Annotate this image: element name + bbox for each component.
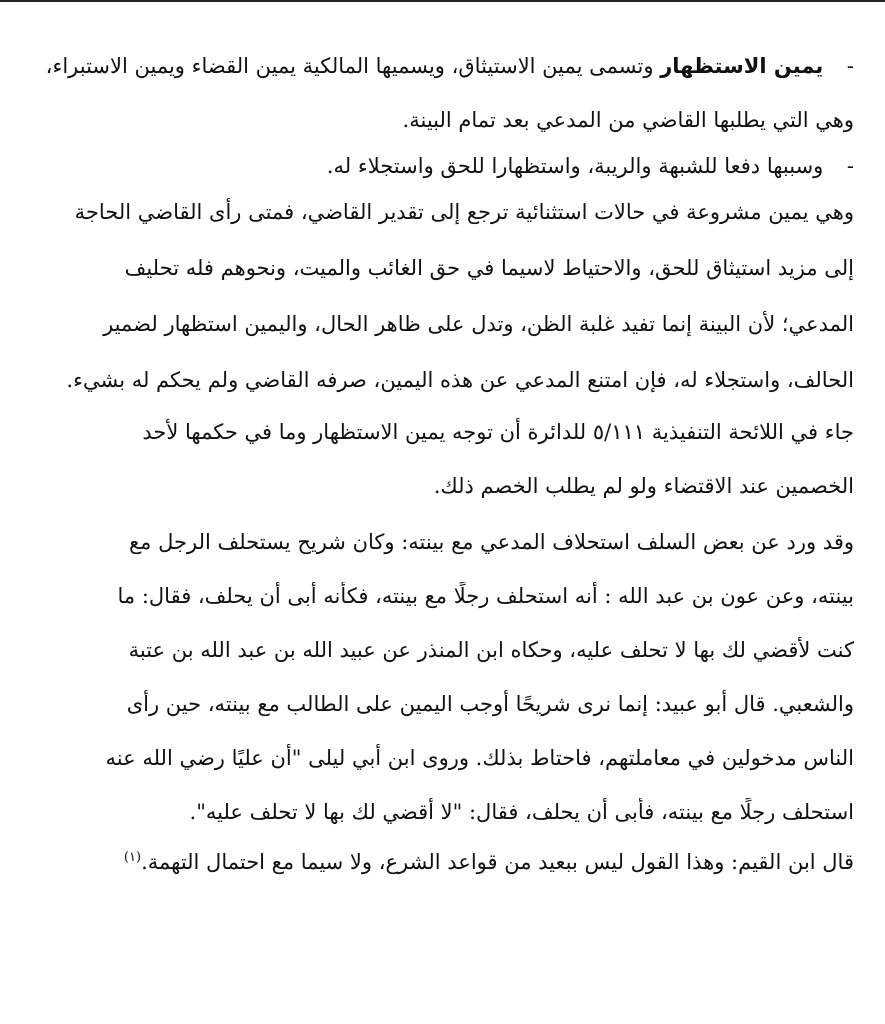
paragraph-3-line: والشعبي. قال أبو عبيد: إنما نرى شريحًا أوجب اليمين على الطالب مع بينته، حين رأى [126,692,854,716]
bullet-item-1-line-2: وهي التي يطلبها القاضي من المدعي بعد تمام البينة. [402,108,854,132]
bullet-dash: - [846,54,854,78]
paragraph-3-line: الناس مدخولين في معاملتهم، فاحتاط بذلك. وروى ابن أبي ليلى "أن عليًا رضي الله عنه [105,746,854,770]
top-border-line [0,0,885,2]
closing-quote-text: قال ابن القيم: وهذا القول ليس ببعيد من قواعد الشرع، ولا سيما مع احتمال التهمة. [141,850,854,874]
bullet-dash: - [846,154,854,178]
paragraph-1-line: الحالف، واستجلاء له، فإن امتنع المدعي عن هذه اليمين، صرفه القاضي ولم يحكم له بشيء. [66,368,854,392]
closing-quote-line [32,848,854,876]
document-page [32,52,854,876]
paragraph-1-line: المدعي؛ لأن البينة إنما تفيد غلبة الظن، وتدل على ظاهر الحال، واليمين استظهار لضمير [103,312,854,336]
bullet-item-1-line-1 [32,52,854,80]
paragraph-2-line: الخصمين عند الاقتضاء ولو لم يطلب الخصم ذلك. [433,474,854,498]
bullet-item-2-text: وسببها دفعا للشبهة والريبة، واستظهارا للحق واستجلاء له. [326,154,824,178]
bullet-item-2 [32,152,854,180]
paragraph-3-line: وقد ورد عن بعض السلف استحلاف المدعي مع بينته: وكان شريح يستحلف الرجل مع [129,530,854,554]
bold-term: يمين الاستظهار [660,54,824,78]
paragraph-3-line: بينته، وعن عون بن عبد الله : أنه استحلف رجلًا مع بينته، فكأنه أبى أن يحلف، فقال: ما [117,584,854,608]
footnote-reference: (١) [123,850,142,865]
paragraph-3-line: كنت لأقضي لك بها لا تحلف عليه، وحكاه ابن المنذر عن عبيد الله بن عبد الله بن عتبة [128,638,854,662]
paragraph-1-line: وهي يمين مشروعة في حالات استثنائية ترجع إلى تقدير القاضي، فمتى رأى القاضي الحاجة [74,200,854,224]
paragraph-2-line: جاء في اللائحة التنفيذية ٥/١١١ للدائرة أن توجه يمين الاستظهار وما في حكمها لأحد [142,420,854,444]
paragraph-3-line: استحلف رجلًا مع بينته، فأبى أن يحلف، فقال: "لا أقضي لك بها لا تحلف عليه". [189,800,854,824]
bullet-item-1-text: وتسمى يمين الاستيثاق، ويسميها المالكية يمين القضاء ويمين الاستبراء، [45,54,661,78]
paragraph-1-line: إلى مزيد استيثاق للحق، والاحتياط لاسيما في حق الغائب والميت، ونحوهم فله تحليف [124,256,854,280]
